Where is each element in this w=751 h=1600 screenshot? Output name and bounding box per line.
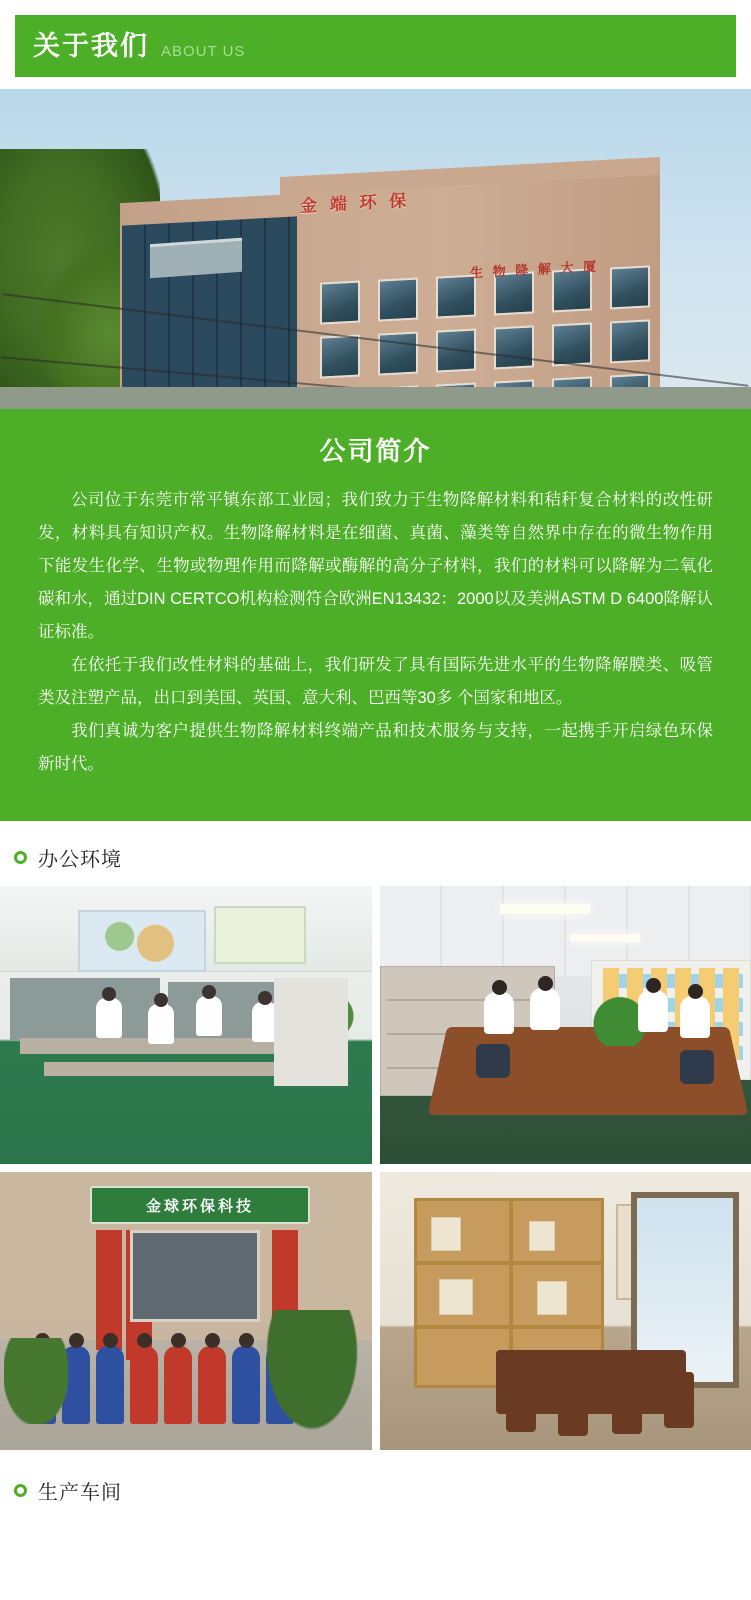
office-staff bbox=[148, 1004, 174, 1044]
team-member bbox=[96, 1346, 124, 1424]
cubicle-partition bbox=[10, 978, 160, 1040]
window-cell bbox=[378, 278, 418, 322]
section-title-workshop: 生产车间 bbox=[38, 1482, 122, 1504]
person-head bbox=[102, 987, 116, 1001]
company-signboard bbox=[90, 1186, 310, 1224]
section-heading-workshop bbox=[0, 1450, 751, 1521]
team-member bbox=[164, 1346, 192, 1424]
office-photo-team-group bbox=[0, 1172, 372, 1450]
office-chair bbox=[476, 1044, 510, 1078]
section-title-office: 办公环境 bbox=[38, 849, 122, 871]
office-photo-showroom bbox=[380, 1172, 751, 1450]
banner-title-cn: 关于我们 bbox=[33, 30, 149, 61]
photo-caption bbox=[386, 1431, 426, 1446]
wooden-chair bbox=[506, 1376, 536, 1432]
section-heading-office bbox=[0, 821, 751, 886]
team-member bbox=[232, 1346, 260, 1424]
banner-title-en: ABOUT US bbox=[161, 42, 246, 60]
shelf-line bbox=[387, 999, 548, 1001]
meeting-attendee bbox=[530, 988, 560, 1030]
window-cell bbox=[320, 281, 360, 325]
rooftop-hvac-unit bbox=[150, 238, 242, 278]
company-intro-paragraph-3: 我们真诚为客户提供生物降解材料终端产品和技术服务与支持，一起携手开启绿色环保新时代。 bbox=[38, 722, 713, 773]
person-head bbox=[154, 993, 168, 1007]
shelf-item bbox=[439, 1279, 473, 1315]
ceiling-light bbox=[570, 934, 640, 942]
building-wall-sign: 生 物 降 解 大 厦 bbox=[470, 258, 600, 281]
ring-bullet-icon bbox=[14, 1484, 27, 1497]
company-intro-paragraph-2: 在依托于我们改性材料的基础上，我们研发了具有国际先进水平的生物降解膜类、吸管类及注塑产品，出口到美国、英国、意大利、巴西等30多 个国家和地区。 bbox=[38, 656, 713, 707]
shelf-item bbox=[537, 1281, 567, 1315]
photo-caption bbox=[6, 1431, 46, 1446]
company-intro-title: 公司简介 bbox=[319, 436, 432, 466]
office-desk bbox=[44, 1062, 294, 1076]
shelf-item bbox=[431, 1217, 461, 1251]
wooden-chair bbox=[558, 1380, 588, 1436]
bonsai-tree-right bbox=[266, 1310, 358, 1430]
company-building-photo bbox=[0, 89, 751, 409]
meeting-attendee bbox=[484, 992, 514, 1034]
ring-bullet-icon bbox=[14, 851, 27, 864]
window-cell bbox=[378, 332, 418, 376]
wooden-chair bbox=[664, 1372, 694, 1428]
photo-caption bbox=[6, 1145, 36, 1160]
window-cell bbox=[320, 335, 360, 379]
office-photo-open-office bbox=[0, 886, 372, 1164]
display-pedestal bbox=[274, 978, 348, 1086]
team-member bbox=[130, 1346, 158, 1424]
person-head bbox=[646, 978, 661, 993]
meeting-attendee bbox=[680, 996, 710, 1038]
person-head bbox=[492, 980, 507, 995]
team-member bbox=[198, 1346, 226, 1424]
office-staff bbox=[196, 996, 222, 1036]
about-us-banner bbox=[15, 15, 736, 77]
window-cell bbox=[552, 322, 592, 366]
office-chair bbox=[680, 1050, 714, 1084]
ground-strip bbox=[0, 387, 751, 409]
person-head bbox=[538, 976, 553, 991]
photo-caption bbox=[386, 1145, 416, 1160]
ceiling-light bbox=[500, 904, 590, 914]
shelf-item bbox=[529, 1221, 555, 1251]
window-cell bbox=[610, 265, 650, 309]
office-photo-grid bbox=[0, 886, 751, 1450]
person-head bbox=[688, 984, 703, 999]
company-signboard-text: 金球环保科技 bbox=[145, 1197, 254, 1215]
company-intro-block bbox=[0, 409, 751, 821]
company-intro-paragraph-1: 公司位于东莞市常平镇东部工业园；我们致力于生物降解材料和秸秆复合材料的改性研发，材料具有知识产权。生物降解材料是在细菌、真菌、藻类等自然界中存在的微生物作用下能发生化学、生物或物理作用而降解或酶解的高分子材料，我们的材料可以降解为二氧化碳和水，通过DIN CERTCO机构检测符合欧洲EN13432：2000以及美洲ASTM D 6400降解认证标准。 bbox=[38, 491, 713, 641]
office-photo-meeting-room bbox=[380, 886, 751, 1164]
wall-map bbox=[78, 910, 206, 972]
bonsai-tree-left bbox=[4, 1338, 68, 1424]
person-head bbox=[258, 991, 272, 1005]
wooden-chair bbox=[612, 1378, 642, 1434]
person-head bbox=[202, 985, 216, 999]
window-cell bbox=[494, 325, 534, 369]
window-cell bbox=[610, 319, 650, 363]
wall-poster bbox=[214, 906, 306, 964]
building-rooftop-sign: 金 端 环 保 bbox=[300, 191, 411, 216]
office-staff bbox=[96, 998, 122, 1038]
meeting-attendee bbox=[638, 990, 668, 1032]
